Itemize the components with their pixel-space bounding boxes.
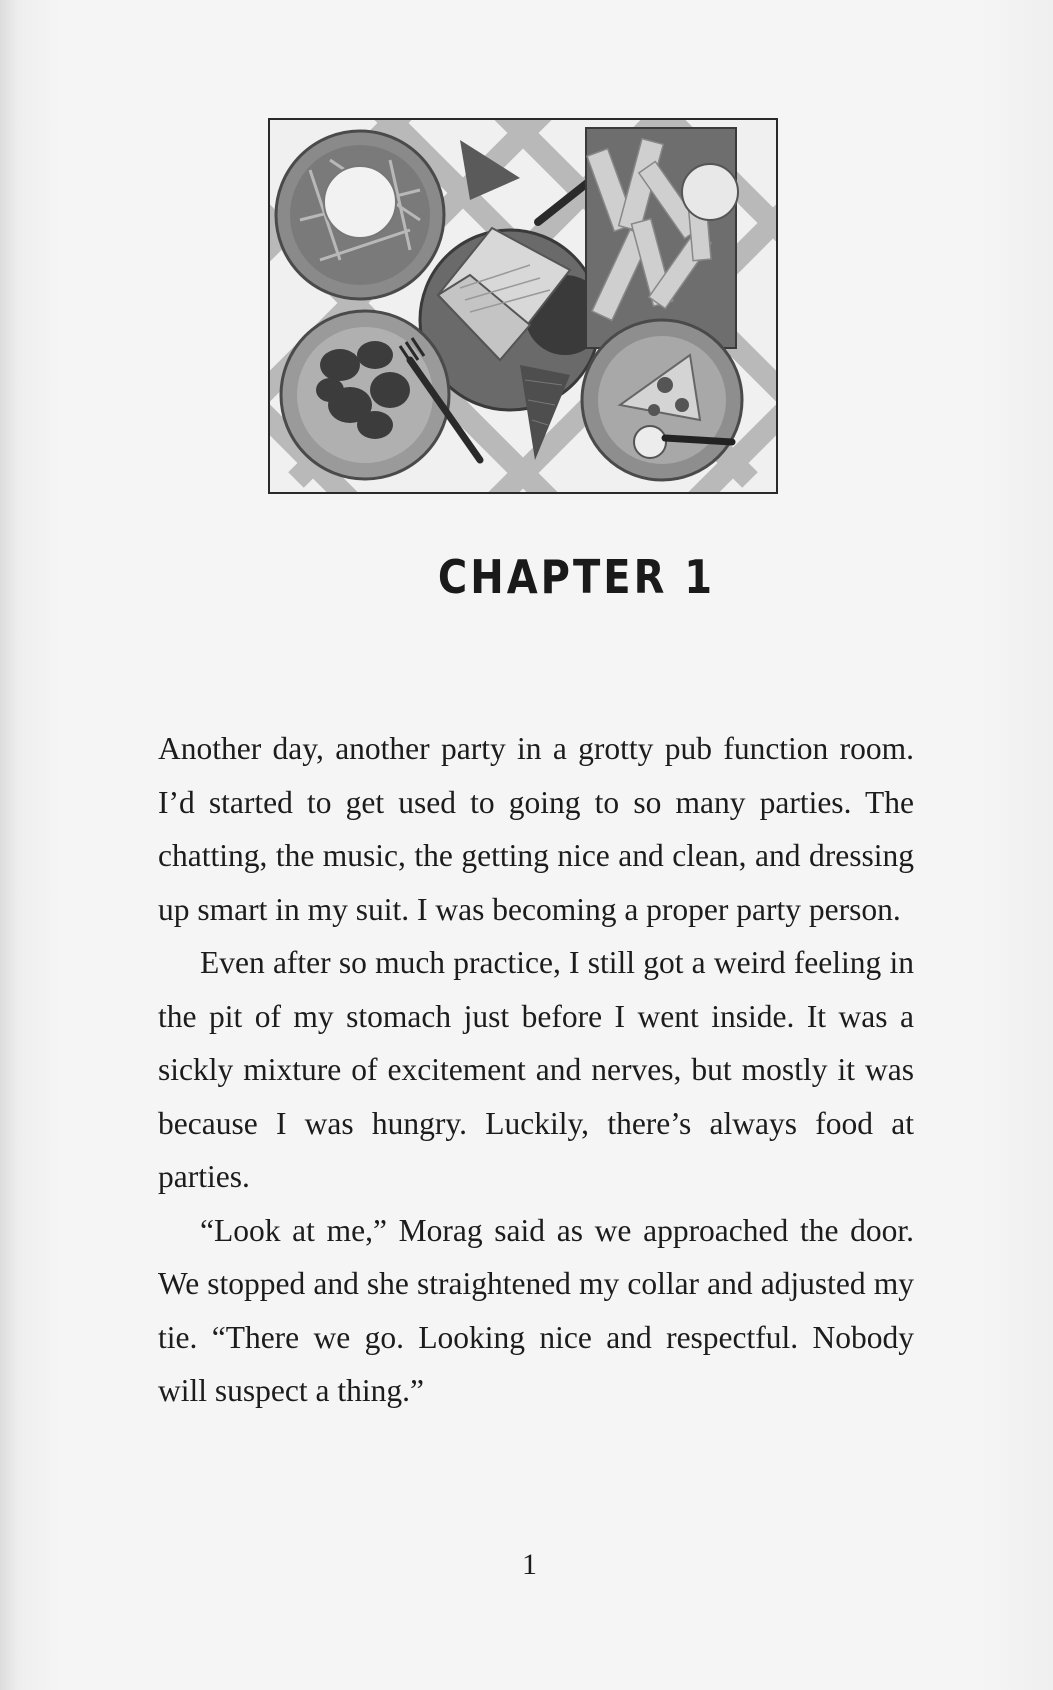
paragraph: “Look at me,” Morag said as we approached the door. We stopped and she straightened my collar and adjusted my tie. “There we go. Looking nice and respectful. Nobody will suspect a thing.” — [158, 1212, 914, 1408]
chapter-title: CHAPTER 1 — [437, 551, 716, 605]
party-food-illustration — [268, 118, 778, 494]
chapter-body — [158, 722, 914, 1418]
paragraph: Another day, another party in a grotty pub function room. I’d started to get used to going to so many parties. The chatting, the music, the getting nice and clean, and dressing up smart in my suit. I was becoming a proper party person. — [158, 731, 914, 927]
page-number: 1 — [522, 1548, 537, 1581]
paragraph: Even after so much practice, I still got a weird feeling in the pit of my stomach just before I went inside. It was a sickly mixture of excitement and nerves, but mostly it was because I was hungry. Luckily, there’s always food at parties. — [158, 945, 914, 1194]
